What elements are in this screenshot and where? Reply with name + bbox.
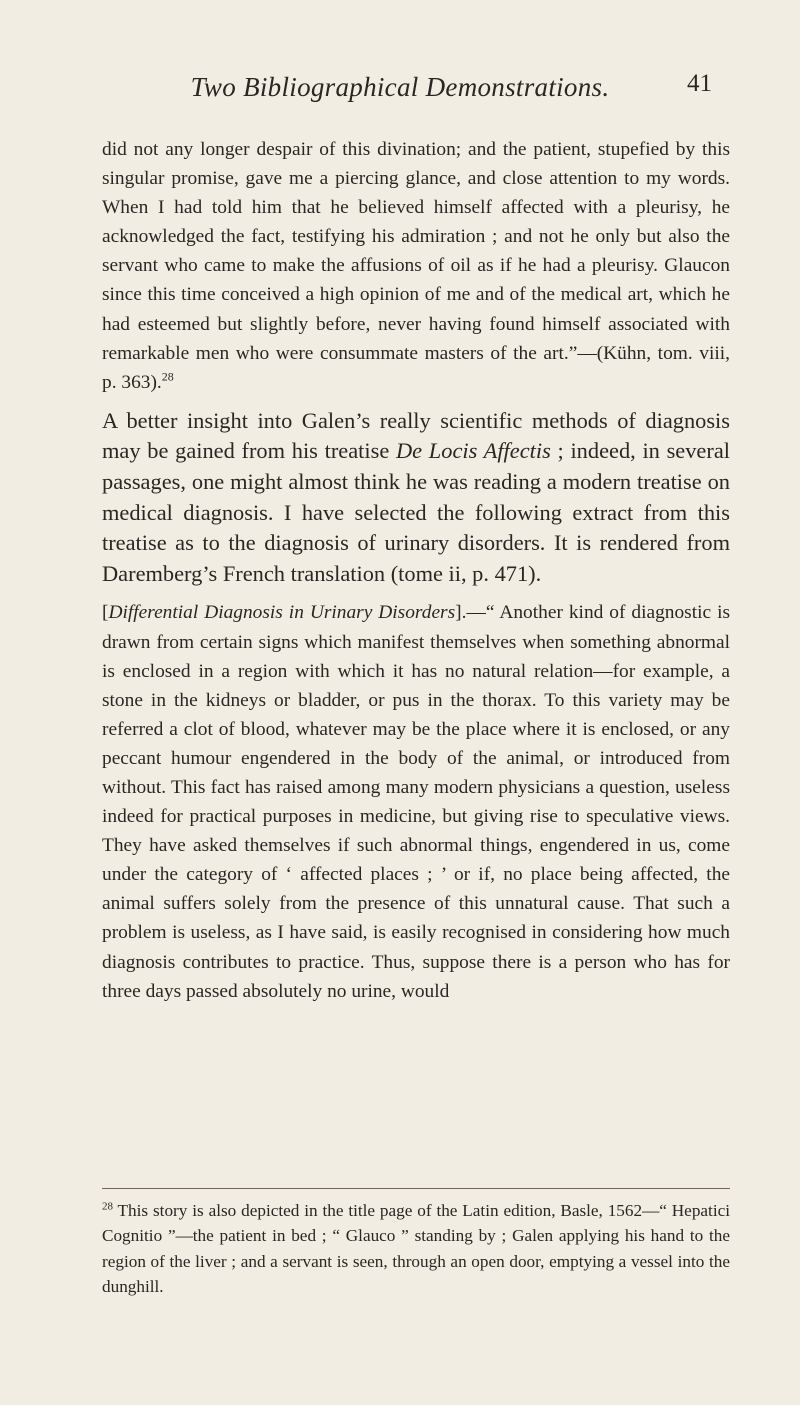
section-heading: Differential Diagnosis in Urinary Disorders (108, 602, 456, 624)
paragraph-text: —“ Another kind of diagnostic is drawn from certain signs which manifest themselves when something abnormal is enclosed in a region with which it has no natural relation—for example, a stone in the kidneys or bladder, or pus in the thorax. To this variety may be referred a clot of blood, whatever may be the place where it is enclosed, or any peccant humour engendered in the body of the animal, or introduced from without. This fact has raised among many modern physicians a question, useless indeed for practical purposes in medicine, but giving rise to speculative views. They have asked themselves if such abnormal things, engendered in us, come under the category of ‘ affected places ; ’ or if, no place being affected, the animal suffers solely from the presence of this unnatural cause. That such a problem is useless, as I have said, is easily recognised in considering how much diagnosis contributes to practice. Thus, suppose there is a person who has for three days passed absolutely no urine, would (102, 602, 731, 1002)
running-title: Two Bibliographical Demonstrations. (190, 72, 610, 102)
paragraph-text-before: A better insight into Galen’s really scientific methods of diagnosis may be gained from his treatise (102, 407, 730, 464)
paragraph-text-after: ; indeed, in several passages, one might almost think he was reading a modern treatise on medical diagnosis. I have selected the following extract from this treatise as to the diagnosis of urinary disorders. It is rendered from Daremberg’s French translation (tome ii, p. 471). (102, 438, 730, 586)
footnote-rule (102, 1188, 730, 1189)
paragraph-text: did not any longer despair of this divination; and the patient, stupefied by this singular promise, gave me a piercing glance, and close attention to my words. When I had told him that he believed himself affected with a pleurisy, he acknowledged the fact, testifying his admiration ; and not he only but also the servant who came to make the affusions of oil as if he had a pleurisy. Glaucon since this time conceived a high opinion of me and of the medical art, which he had esteemed but slightly before, never having found himself associated with remarkable men who were consummate masters of the art.”—(Kühn, tom. viii, p. 363). (102, 139, 730, 393)
page-header (0, 68, 800, 108)
open-bracket: [ (102, 602, 109, 624)
paragraph-differential-diagnosis (102, 598, 730, 1005)
footnote-text: This story is also depicted in the title page of the Latin edition, Basle, 1562—“ Hepatici Cognitio ”—the patient in bed ; “ Glauco ” standing by ; Galen applying his hand to the region of the liver ; and a servant is seen, through an open door, emptying a vessel into the dunghill. (102, 1201, 730, 1297)
body-text (102, 135, 730, 1006)
footnote (102, 1198, 730, 1300)
treatise-title: De Locis Affectis (395, 438, 551, 464)
footnote-reference: 28 (161, 369, 174, 384)
paragraph-galen-quote (102, 135, 730, 397)
footnote-mark: 28 (102, 1200, 113, 1213)
paragraph-de-locis-affectis (102, 406, 730, 590)
close-bracket: ]. (455, 602, 467, 624)
page-number: 41 (687, 70, 712, 97)
